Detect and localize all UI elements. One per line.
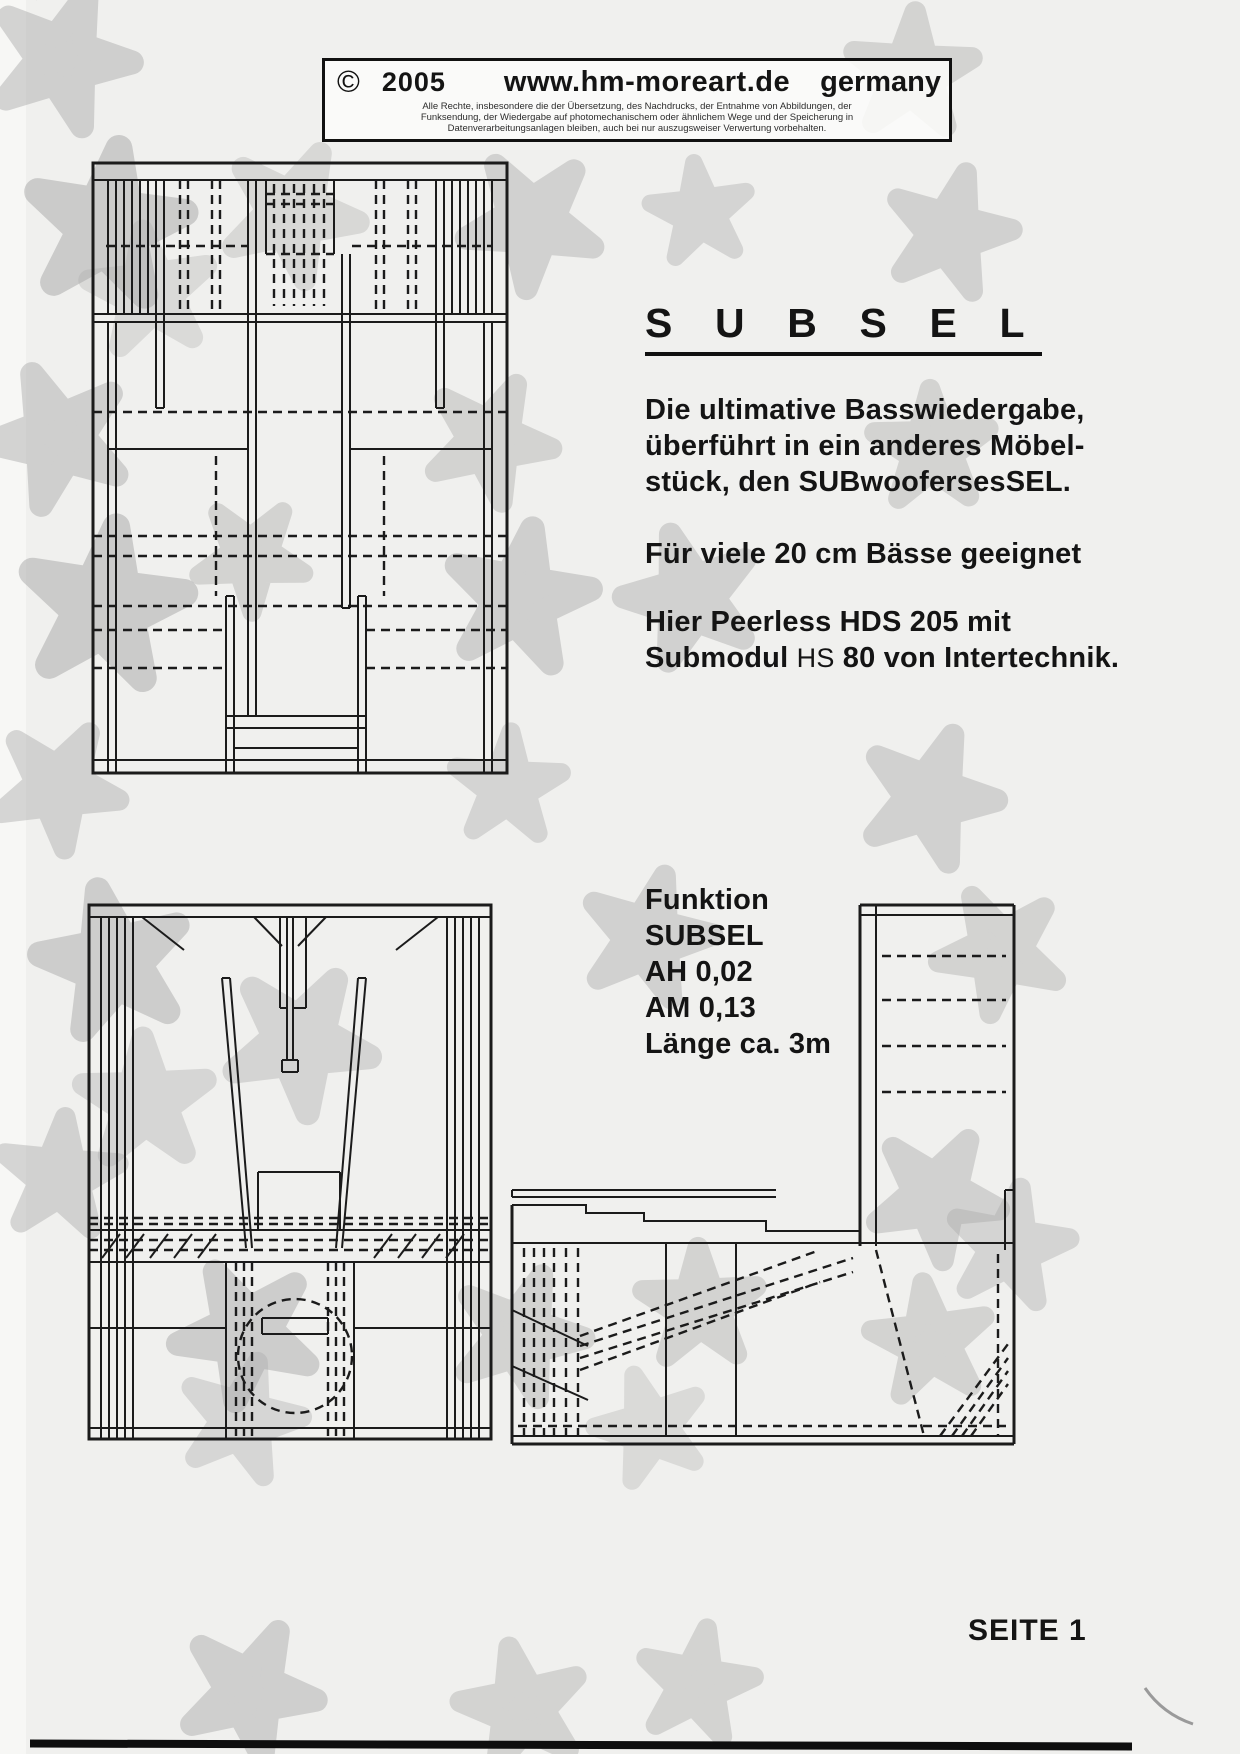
scan-edge-artifact — [30, 1740, 1132, 1751]
copyright-header — [325, 61, 949, 100]
funktion-line-3: AH 0,02 — [645, 956, 753, 988]
driver-line-1: Hier Peerless HDS 205 mit — [645, 606, 1012, 638]
side-view-drawing — [508, 898, 1024, 1450]
top-view-drawing — [88, 156, 512, 780]
intro-paragraph — [645, 392, 1085, 500]
suitability-line: Für viele 20 cm Bässe geeignet — [645, 538, 1082, 570]
funktion-line-1: Funktion — [645, 884, 770, 916]
intro-line-1: Die ultimative Basswiedergabe, — [645, 394, 1085, 426]
funktion-line-5: Länge ca. 3m — [645, 1028, 832, 1060]
page-title: S U B S E L — [645, 300, 1042, 356]
intro-line-3: stück, den SUBwoofersesSEL. — [645, 466, 1072, 498]
legal-line-1: Alle Rechte, insbesondere die der Übersetzung, des Nachdrucks, der Entnahme von Abbildungen, der — [422, 101, 852, 112]
page-number-label: SEITE 1 — [968, 1614, 1087, 1647]
copyright-site: www.hm-moreart.de — [503, 65, 791, 98]
copyright-year: 2005 — [381, 66, 446, 97]
legal-line-2: Funksendung, der Wiedergabe auf photomechanischem oder ähnlichem Wege und der Speicherung in — [420, 112, 854, 123]
front-view-drawing — [84, 898, 496, 1446]
driver-line-2: Submodul HS 80 von Intertechnik. — [645, 642, 1120, 674]
funktion-line-2: SUBSEL — [645, 920, 764, 952]
hs-label: HS — [796, 643, 835, 673]
legal-line-3: Datenverarbeitungsanlagen bleiben, auch bei nur auszugsweiser Verwertung vorbehalten. — [447, 123, 827, 134]
copyright-legal-text — [325, 101, 949, 134]
funktion-line-4: AM 0,13 — [645, 992, 756, 1024]
copyright-icon: © — [337, 64, 360, 99]
driver-paragraph — [645, 604, 1119, 676]
pen-mark-artifact — [1135, 1680, 1205, 1740]
copyright-box — [322, 58, 952, 142]
copyright-country: germany — [820, 65, 942, 98]
intro-line-2: überführt in ein anderes Möbel- — [645, 430, 1085, 462]
